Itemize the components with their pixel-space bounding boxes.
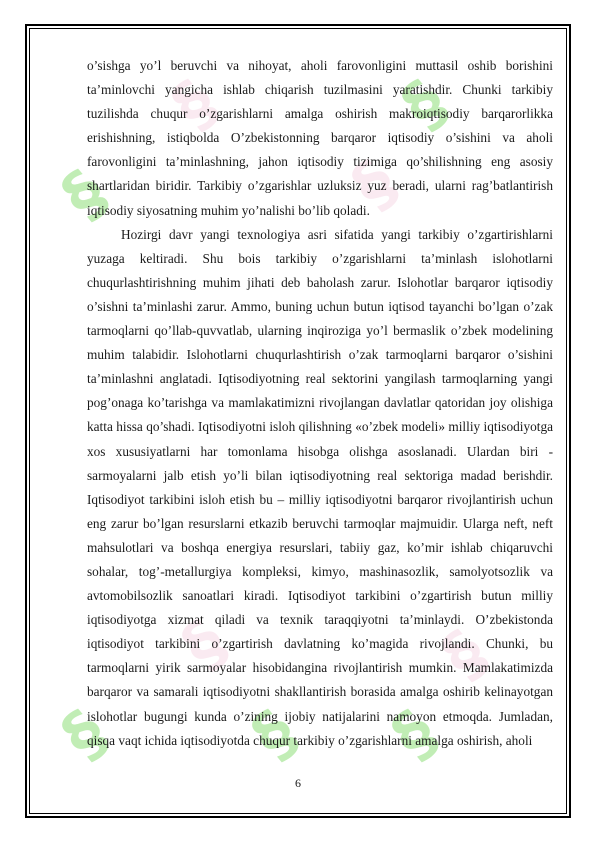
watermark-icon: § xyxy=(238,696,312,774)
paragraph: Hozirgi davr yangi texnologiya asri sifatida yangi tarkibiy o’zgartirishlarni yuzaga keltiradi. Shu bois tarkibiy o’zgarishlarni ta’minlash islohotlarni chuqurlashtirishning muhim jihati deb baholash zarur. Islohotlar barqaror iqtisodiy o’sishni ta’minlashi zarur. Ammo, buning uchun butun iqtisod tayanchi bo’lgan o’zak tarmoqlarni qo’llab-quvvatlab, ularning inqiroziga yo’l bermaslik o’zbek modelining muhim talabidir. Islohotlarni chuqurlashtirish o’zak tarmoqlarni barqaror o’sishini ta’minlashni anglatadi. Iqtisodiyotning real sektorini yangilash tarmoqlarning yangi pog’onaga ko’tarishga va mamlakatimizni rivojlangan davlatlar qatoridan joy olishiga katta hissa qo’shadi. Iqtisodiyotni isloh qilishning «o’zbek modeli» milliy iqtisodiyotga xos xususiyatlarni har tomonlama hisobga olishga asoslanadi. Ulardan biri - sarmoyalarni jalb etish yo’li bilan iqtisodiyotning real sektoriga madad berishdir. Iqtisodiyot tarkibini isloh etish bu – milliy iqtisodiyotni barqaror rivojlantirish uchun eng zarur bo’lgan resurslarni etkazib beruvchi tarmoqlar majmuidir. Ularga neft, neft mahsulotlari va boshqa energiya resurslari, tabiiy gaz, ko’mir ishlab chiqaruvchi sohalar, tog’-metallurgiya kompleksi, kimyo, mashinasozlik, samolyotsozlik va avtomobilsozlik sanoatlari kiradi. Iqtisodiyot tarkibini o’zgartirish butun milliy iqtisodiyotga xizmat qiladi va texnik taraqqiyotni ta’minlaydi. O’zbekistonda iqtisodiyot tarkibini o’zgartirish davlatning ko’magida rivojlandi. Chunki, bu tarmoqlarni yirik sarmoyalar hisobidangina rivojlantirish mumkin. Mamlakatimizda barqaror va samarali iqtisodiyotni shakllantirish borasida amalga oshirib kelinayotgan islohotlar bugungi kunda o’zining ijobiy natijalarini namoyon etmoqda. Jumladan, qisqa vaqt ichida iqtisodiyotda chuqur tarkibiy o’zgarishlarni amalga oshirish, aholi xyxy=(87,226,553,748)
watermark-icon: § xyxy=(48,156,122,234)
page-number: 6 xyxy=(295,776,301,790)
watermark-icon: § xyxy=(338,146,412,224)
watermark-icon: § xyxy=(388,66,462,144)
watermark-icon: § xyxy=(48,696,122,774)
body-text xyxy=(87,54,553,753)
watermark-icon: § xyxy=(158,66,232,144)
watermark-icon: § xyxy=(168,606,242,684)
watermark-icon: § xyxy=(378,696,452,774)
paragraph-continuation: o’sishga yo’l beruvchi va nihoyat, aholi farovonligini muttasil oshib borishini ta’minlovchi yangicha ishlab chiqarish tuzilmasini yaratishdir. Chunki tarkibiy tuzilishda chuqur o’zgarishlarni amalga oshirish makroiqtisodiy barqarorlikka erishishning, istiqbolda O’zbekistonning barqaror iqtisodiy o’sishini va aholi farovonligini ta’minlashning, jahon iqtisodiy tizimiga qo’shilishning eng asosiy shartlaridan biridir. Tarkibiy o’zgarishlar uzluksiz yuz beradi, ularni rag’batlantirish iqtisodiy siyosatning muhim yo’nalishi bo’lib qoladi. xyxy=(87,58,553,218)
watermark-icon: § xyxy=(428,616,502,694)
